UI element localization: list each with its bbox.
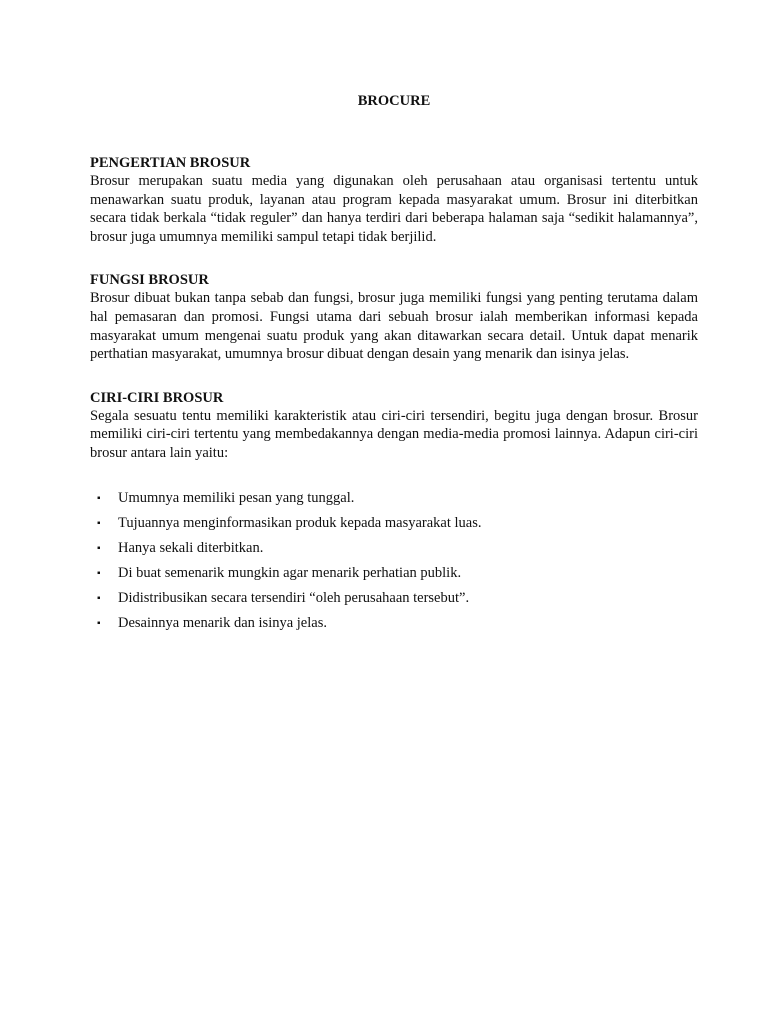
list-item-text: Hanya sekali diterbitkan.	[118, 539, 264, 556]
section-heading: CIRI-CIRI BROSUR	[90, 389, 224, 406]
list-item	[90, 489, 698, 507]
list-item	[90, 539, 698, 557]
section-pengertian	[90, 154, 698, 246]
section-paragraph: Segala sesuatu tentu memiliki karakteristik atau ciri-ciri tersendiri, begitu juga dengan brosur. Brosur memiliki ciri-ciri tertentu yang membedakannya dengan media-media promosi lainnya. Adapun ciri-ciri brosur antara lain yaitu:	[90, 407, 698, 461]
list-item	[90, 514, 698, 532]
list-item-text: Di buat semenarik mungkin agar menarik perhatian publik.	[118, 564, 462, 581]
list-item	[90, 614, 698, 632]
list-item-text: Desainnya menarik dan isinya jelas.	[118, 614, 327, 631]
list-item-text: Umumnya memiliki pesan yang tunggal.	[118, 489, 355, 506]
bullet-icon: ▪	[97, 542, 101, 554]
bullet-icon: ▪	[97, 592, 101, 604]
bullet-icon: ▪	[97, 617, 101, 629]
list-item	[90, 564, 698, 582]
section-paragraph: Brosur merupakan suatu media yang digunakan oleh perusahaan atau organisasi tertentu untuk menawarkan suatu produk, layanan atau program kepada masyarakat umum. Brosur ini diterbitkan secara tidak berkala “tidak reguler” dan hanya terdiri dari beberapa halaman saja “sedikit halamannya”, brosur juga umumnya memiliki sampul tetapi tidak berjilid.	[90, 173, 698, 245]
list-item-text: Tujuannya menginformasikan produk kepada masyarakat luas.	[118, 514, 482, 531]
bullet-list	[90, 489, 698, 632]
section-heading: FUNGSI BROSUR	[90, 272, 209, 289]
list-item-text: Didistribusikan secara tersendiri “oleh perusahaan tersebut”.	[118, 589, 470, 606]
section-heading: PENGERTIAN BROSUR	[90, 155, 251, 171]
section-paragraph: Brosur dibuat bukan tanpa sebab dan fungsi, brosur juga memiliki fungsi yang penting terutama dalam hal pemasaran dan promosi. Fungsi utama dari sebuah brosur ialah memberikan informasi kepada masyarakat umum mengenai suatu produk yang akan ditawarkan secara detail. Untuk dapat menarik perthatian masyarakat, umumnya brosur dibuat dengan desain yang menarik dan isinya jelas.	[90, 290, 698, 363]
document-page	[90, 92, 698, 639]
bullet-icon: ▪	[97, 517, 101, 529]
bullet-icon: ▪	[97, 492, 101, 504]
section-ciri-ciri	[90, 389, 698, 463]
section-fungsi	[90, 271, 698, 363]
document-title: BROCURE	[357, 93, 431, 109]
bullet-icon: ▪	[97, 567, 101, 579]
list-item	[90, 589, 698, 607]
